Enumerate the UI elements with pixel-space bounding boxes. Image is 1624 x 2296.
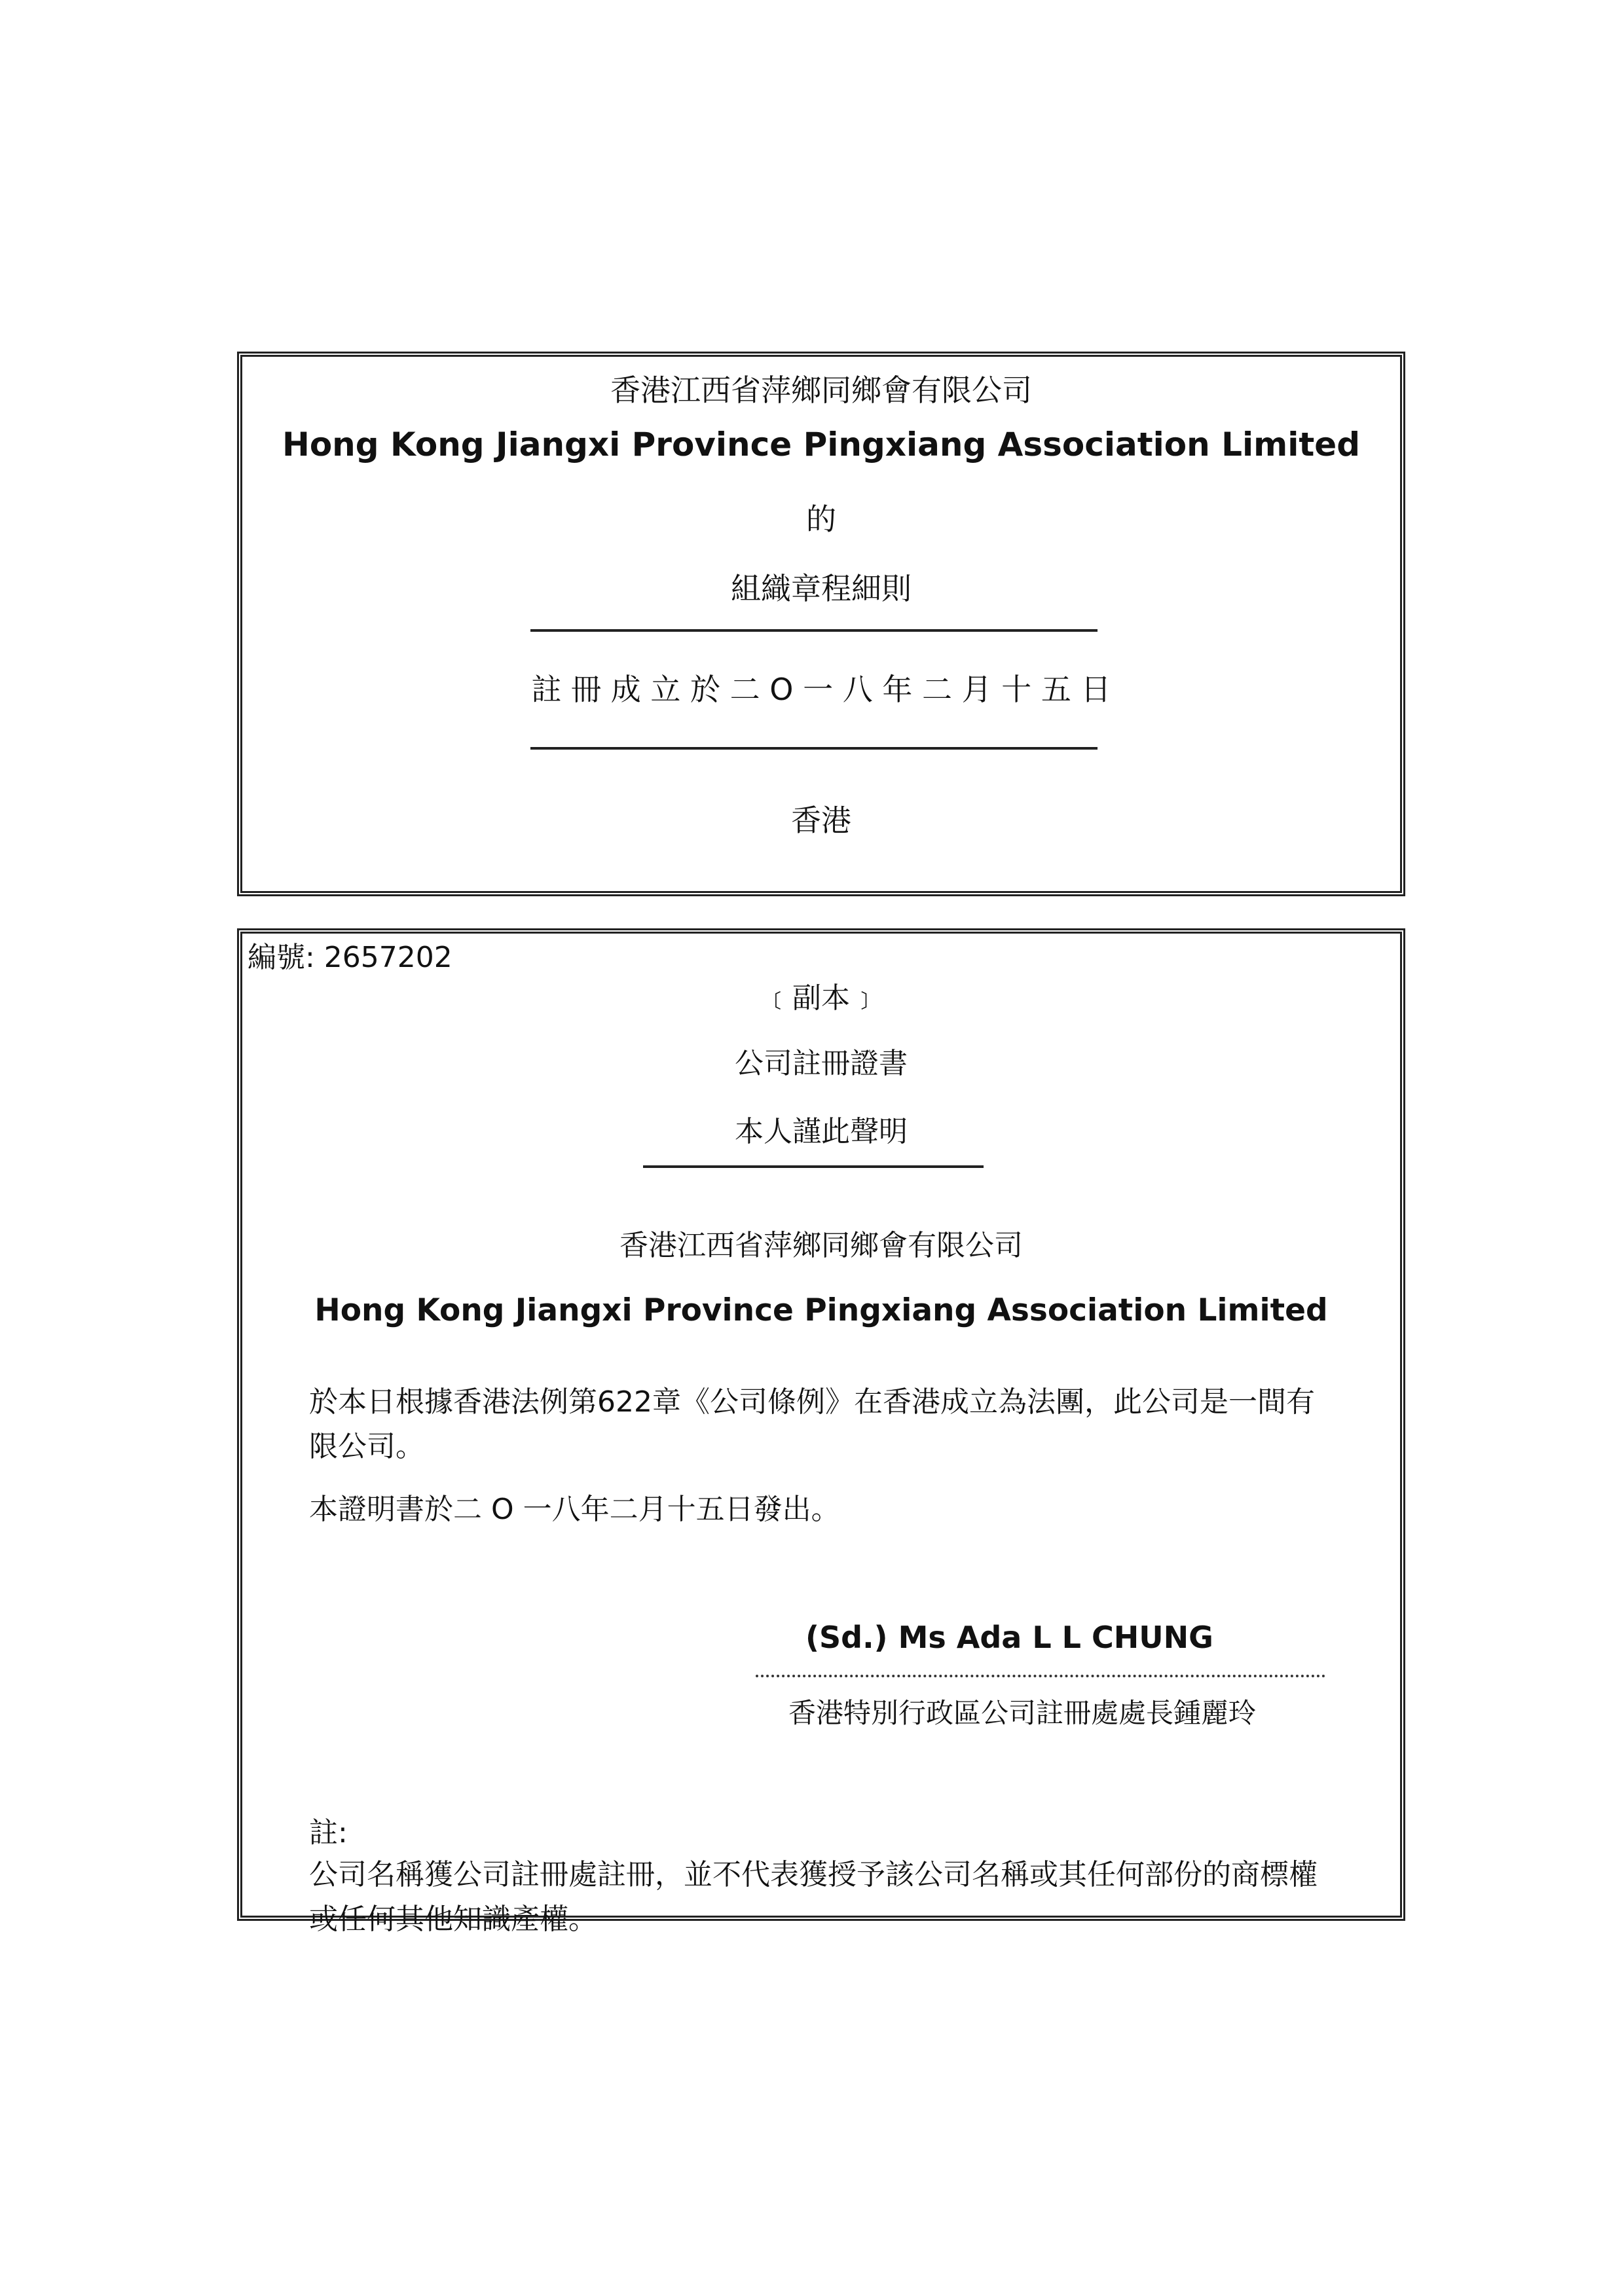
note-text: 公司名稱獲公司註冊處註冊，並不代表獲授予該公司名稱或其任何部份的商標權或任何其他知識產權。 [309, 1858, 1318, 1936]
serial-number: 編號: 2657202 [248, 941, 452, 974]
signatory-name: (Sd.) Ms Ada L L CHUNG [805, 1620, 1213, 1655]
place-text: 香港 [791, 803, 851, 838]
certify-underline [643, 1165, 984, 1168]
signature-line [756, 1675, 1325, 1677]
company-name-en: Hong Kong Jiangxi Province Pingxiang Association Limited [314, 1292, 1328, 1328]
certificate-box [237, 928, 1405, 1936]
of-text: 的 [806, 501, 836, 537]
certify-text: 本人謹此聲明 [735, 1115, 908, 1148]
note-label: 註: [309, 1816, 348, 1850]
divider-top [530, 629, 1098, 632]
articles-cover-box [237, 352, 1405, 896]
company-name-zh: 香港江西省萍鄉同鄉會有限公司 [610, 373, 1032, 408]
issue-date-text: 本證明書於二 O 一八年二月十五日發出。 [309, 1493, 840, 1526]
divider-bottom [530, 747, 1098, 750]
incorporation-date: 註 冊 成 立 於 二 O 一 八 年 二 月 十 五 日 [531, 672, 1111, 707]
signatory-title: 香港特別行政區公司註冊處處長鍾麗玲 [788, 1697, 1257, 1729]
document-title: 組織章程細則 [731, 571, 912, 606]
copy-label: ﹝副本﹞ [764, 981, 879, 1015]
company-name-en: Hong Kong Jiangxi Province Pingxiang Association Limited [282, 426, 1361, 464]
certificate-title: 公司註冊證書 [735, 1047, 908, 1080]
incorporation-statement: 於本日根據香港法例第622章《公司條例》在香港成立為法團，此公司是一間有限公司。 [309, 1385, 1315, 1463]
company-name-zh: 香港江西省萍鄉同鄉會有限公司 [619, 1229, 1023, 1262]
